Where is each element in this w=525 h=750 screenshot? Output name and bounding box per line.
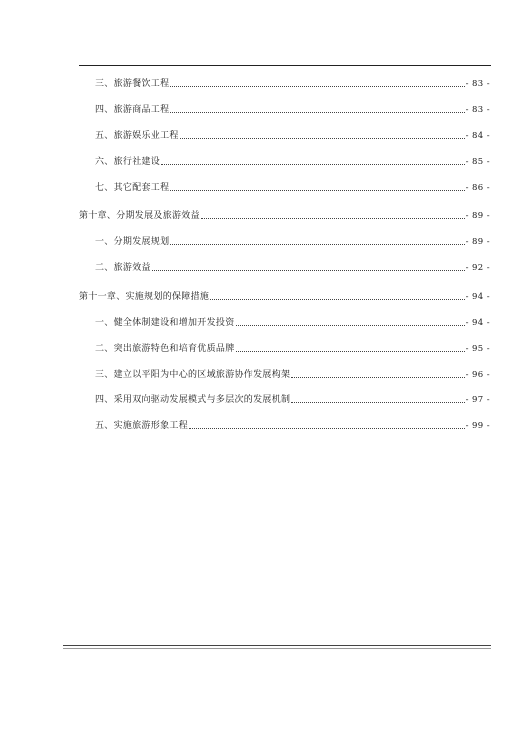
toc-dot-leader bbox=[161, 164, 465, 165]
toc-entry-page: - 92 - bbox=[465, 263, 490, 273]
toc-entry[interactable] bbox=[95, 260, 490, 274]
toc-dot-leader bbox=[210, 299, 464, 300]
toc-entry[interactable] bbox=[95, 367, 490, 381]
toc-entry-title: 五、实施旅游形象工程 bbox=[95, 421, 189, 431]
toc-entry-page: - 86 - bbox=[465, 183, 490, 193]
toc-entry[interactable] bbox=[95, 180, 490, 194]
toc-entry-title: 第十一章、实施规划的保障措施 bbox=[79, 292, 210, 302]
toc-dot-leader bbox=[170, 244, 464, 245]
toc-entry-page: - 85 - bbox=[465, 157, 490, 167]
toc-entry-title: 二、旅游效益 bbox=[95, 263, 151, 273]
toc-entry-page: - 89 - bbox=[465, 237, 490, 247]
toc-entry-title: 一、健全体制建设和增加开发投资 bbox=[95, 318, 235, 328]
toc-entry-title: 一、分期发展规划 bbox=[95, 237, 170, 247]
toc-dot-leader bbox=[201, 218, 465, 219]
toc-entry-title: 五、旅游娱乐业工程 bbox=[95, 131, 179, 141]
toc-dot-leader bbox=[170, 112, 464, 113]
toc-entry-page: - 97 - bbox=[465, 395, 490, 405]
toc-entry[interactable] bbox=[95, 128, 490, 142]
toc-entry-title: 三、建立以平阳为中心的区域旅游协作发展构架 bbox=[95, 370, 291, 380]
toc-entry-page: - 95 - bbox=[465, 344, 490, 354]
toc-chapter-entry[interactable] bbox=[79, 289, 490, 303]
toc-entry-page: - 96 - bbox=[465, 370, 490, 380]
toc-entry-page: - 83 - bbox=[465, 105, 490, 115]
footer-rule-thin bbox=[63, 648, 491, 649]
toc-entry-page: - 89 - bbox=[465, 211, 490, 221]
toc-entry-title: 三、旅游餐饮工程 bbox=[95, 79, 170, 89]
toc-entry[interactable] bbox=[95, 234, 490, 248]
toc-entry-title: 二、突出旅游特色和培育优质品牌 bbox=[95, 344, 235, 354]
toc-dot-leader bbox=[291, 402, 464, 403]
toc-dot-leader bbox=[236, 325, 465, 326]
toc-dot-leader bbox=[291, 377, 464, 378]
footer-rule bbox=[63, 645, 491, 646]
toc-entry-page: - 84 - bbox=[465, 131, 490, 141]
toc-entry-page: - 94 - bbox=[465, 292, 490, 302]
toc-entry-page: - 99 - bbox=[465, 421, 490, 431]
toc-entry-title: 四、旅游商品工程 bbox=[95, 105, 170, 115]
toc-entry[interactable] bbox=[95, 102, 490, 116]
toc-entry-title: 四、采用双向驱动发展模式与多层次的发展机制 bbox=[95, 395, 291, 405]
toc-dot-leader bbox=[236, 351, 465, 352]
toc-dot-leader bbox=[189, 428, 465, 429]
toc-entry[interactable] bbox=[95, 341, 490, 355]
toc-dot-leader bbox=[152, 270, 465, 271]
toc-dot-leader bbox=[170, 86, 464, 87]
toc-entry-title: 七、其它配套工程 bbox=[95, 183, 170, 193]
toc-entry[interactable] bbox=[95, 315, 490, 329]
toc-entry[interactable] bbox=[95, 76, 490, 90]
toc-entry-title: 六、旅行社建设 bbox=[95, 157, 161, 167]
toc-dot-leader bbox=[170, 190, 464, 191]
toc-entry[interactable] bbox=[95, 392, 490, 406]
toc-entry[interactable] bbox=[95, 154, 490, 168]
toc-chapter-entry[interactable] bbox=[79, 208, 490, 222]
toc-entry-page: - 83 - bbox=[465, 79, 490, 89]
toc-entry-page: - 94 - bbox=[465, 318, 490, 328]
toc-entry-title: 第十章、分期发展及旅游效益 bbox=[79, 211, 200, 221]
toc-entry[interactable] bbox=[95, 418, 490, 432]
toc-dot-leader bbox=[180, 138, 465, 139]
